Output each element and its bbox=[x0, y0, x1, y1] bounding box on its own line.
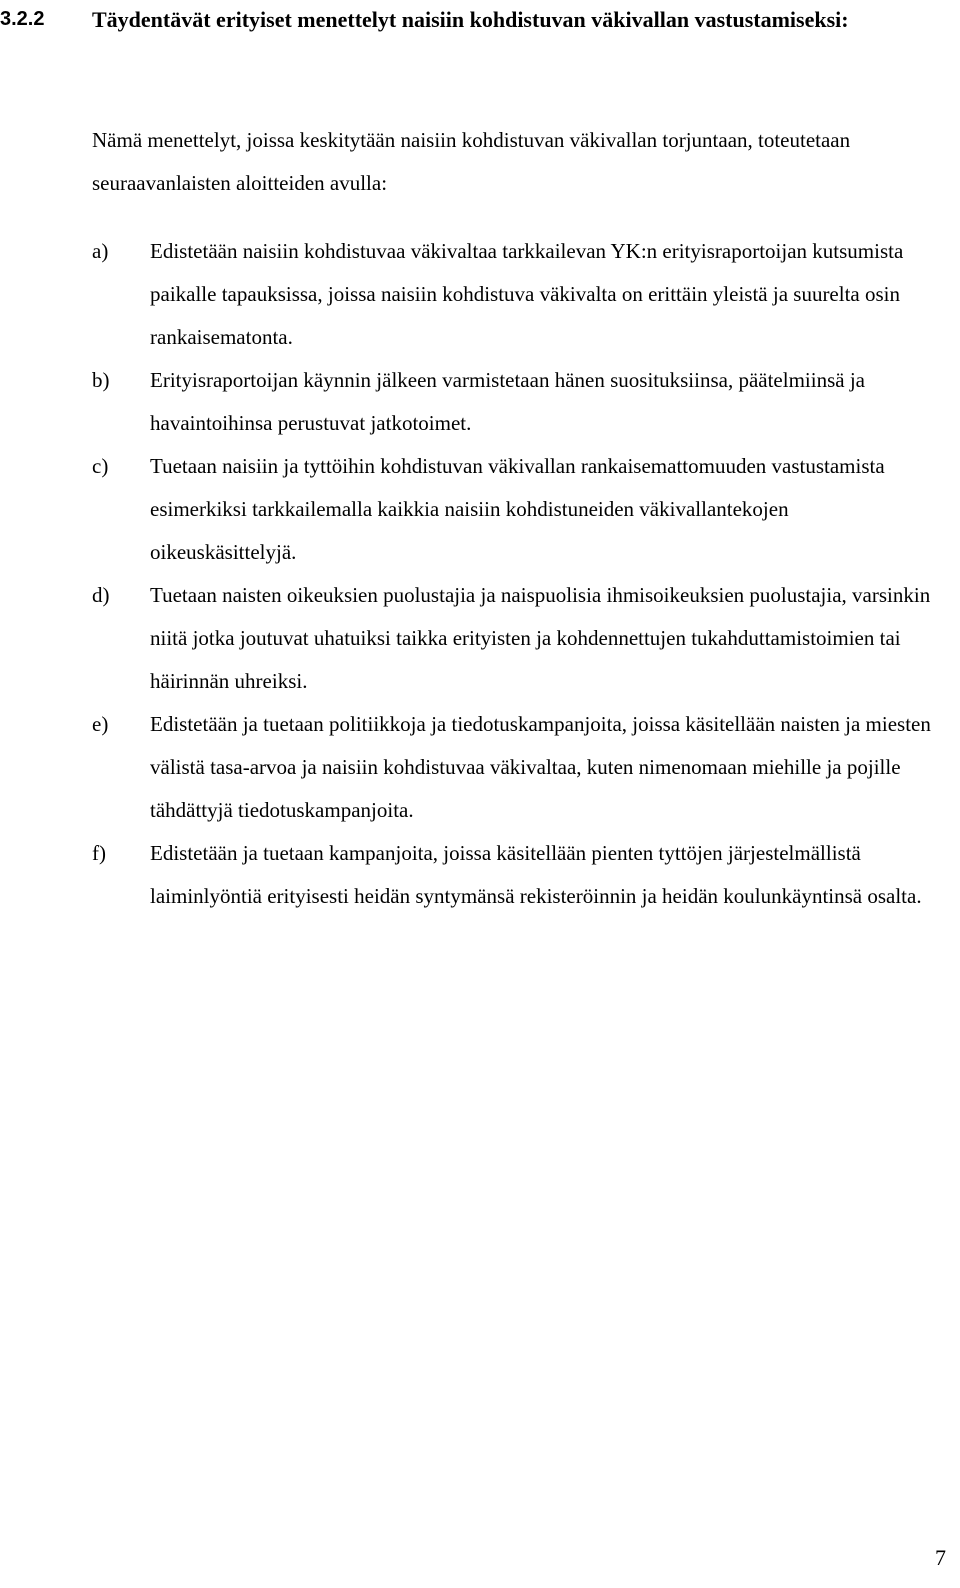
section-title: Täydentävät erityiset menettelyt naisiin kohdistuvan väkivallan vastustamiseksi: bbox=[92, 7, 849, 32]
list-item-c bbox=[0, 445, 960, 574]
list-marker: f) bbox=[92, 841, 106, 865]
list-item-f bbox=[0, 832, 960, 918]
section-number: 3.2.2 bbox=[0, 8, 45, 30]
list-item-text: Edistetään ja tuetaan kampanjoita, joissa käsitellään pienten tyttöjen järjestelmällistä laiminlyöntiä erityisesti heidän syntymänsä rekisteröinnin ja heidän koulunkäyntinsä osalta. bbox=[150, 841, 922, 908]
list-item-text: Tuetaan naisiin ja tyttöihin kohdistuvan väkivallan rankaisemattomuuden vastustamista esimerkiksi tarkkailemalla kaikkia naisiin kohdistuneiden väkivallantekojen oikeuskäsittelyjä. bbox=[150, 454, 885, 564]
intro-paragraph: Nämä menettelyt, joissa keskitytään naisiin kohdistuvan väkivallan torjuntaan, toteutetaan seuraavanlaisten aloitteiden avulla: bbox=[92, 128, 851, 195]
measures-list bbox=[0, 230, 960, 918]
list-marker: a) bbox=[92, 239, 109, 263]
list-item-text: Tuetaan naisten oikeuksien puolustajia ja naispuolisia ihmisoikeuksien puolustajia, varsinkin niitä jotka joutuvat uhatuiksi taikka erityisten ja kohdennettujen tukahduttamistoimien tai häirinnän uhreiksi. bbox=[150, 583, 931, 693]
list-marker: d) bbox=[92, 583, 110, 607]
list-item-text: Edistetään ja tuetaan politiikkoja ja tiedotuskampanjoita, joissa käsitellään naisten ja miesten välistä tasa-arvoa ja naisiin kohdistuvaa väkivaltaa, kuten nimenomaan miehille ja pojille tähdättyjä tiedotuskampanjoita. bbox=[150, 712, 931, 822]
list-item-e bbox=[0, 703, 960, 832]
list-item-d bbox=[0, 574, 960, 703]
list-item-text: Edistetään naisiin kohdistuvaa väkivaltaa tarkkailevan YK:n erityisraportoijan kutsumista paikalle tapauksissa, joissa naisiin kohdistuva väkivalta on erittäin yleistä ja suurelta osin rankaisematonta. bbox=[150, 239, 904, 349]
list-item-b bbox=[0, 359, 960, 445]
list-item-text: Erityisraportoijan käynnin jälkeen varmistetaan hänen suosituksiinsa, päätelmiinsä ja havaintoihinsa perustuvat jatkotoimet. bbox=[150, 368, 865, 435]
list-item-a bbox=[0, 230, 960, 359]
list-marker: b) bbox=[92, 368, 110, 392]
page-number: 7 bbox=[935, 1545, 946, 1570]
list-marker: c) bbox=[92, 454, 109, 478]
list-marker: e) bbox=[92, 712, 109, 736]
